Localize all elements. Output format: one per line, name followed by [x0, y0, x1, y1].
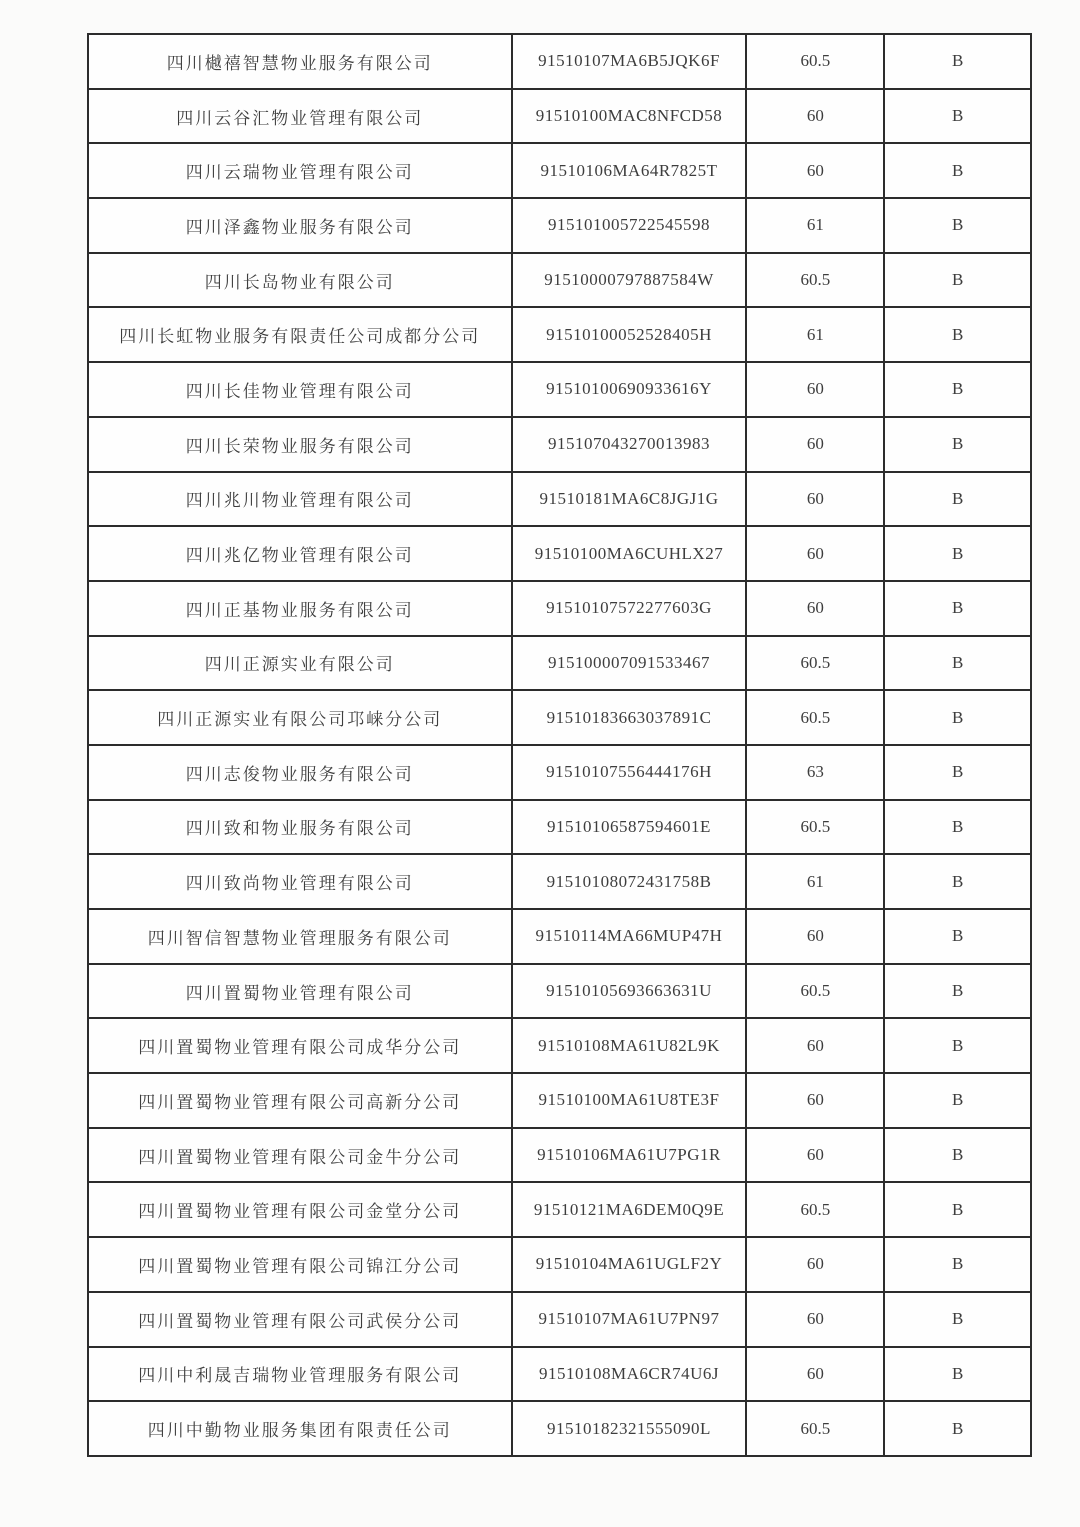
company-name-cell: 四川致和物业服务有限公司: [88, 800, 512, 855]
grade-cell: B: [884, 690, 1031, 745]
score-cell: 60.5: [746, 253, 884, 308]
credit-code-cell: 91510106587594601E: [512, 800, 747, 855]
score-cell: 60: [746, 1128, 884, 1183]
table-row: [88, 1401, 1031, 1456]
credit-code-cell: 91510182321555090L: [512, 1401, 747, 1456]
score-cell: 60: [746, 417, 884, 472]
rating-table-body: [88, 34, 1031, 1456]
table-row: [88, 1182, 1031, 1237]
grade-cell: B: [884, 526, 1031, 581]
credit-code-cell: 91510107MA61U7PN97: [512, 1292, 747, 1347]
score-cell: 60: [746, 526, 884, 581]
credit-code-cell: 91510121MA6DEM0Q9E: [512, 1182, 747, 1237]
grade-cell: B: [884, 417, 1031, 472]
table-row: [88, 581, 1031, 636]
table-row: [88, 854, 1031, 909]
score-cell: 60.5: [746, 690, 884, 745]
credit-code-cell: 91510000797887584W: [512, 253, 747, 308]
grade-cell: B: [884, 1237, 1031, 1292]
credit-code-cell: 91510100052528405H: [512, 307, 747, 362]
credit-code-cell: 91510107MA6B5JQK6F: [512, 34, 747, 89]
score-cell: 60: [746, 472, 884, 527]
table-row: [88, 964, 1031, 1019]
score-cell: 60.5: [746, 636, 884, 691]
credit-code-cell: 915100007091533467: [512, 636, 747, 691]
credit-code-cell: 91510114MA66MUP47H: [512, 909, 747, 964]
table-row: [88, 143, 1031, 198]
table-row: [88, 745, 1031, 800]
credit-code-cell: 91510100MA6CUHLX27: [512, 526, 747, 581]
score-cell: 60: [746, 581, 884, 636]
grade-cell: B: [884, 1292, 1031, 1347]
table-row: [88, 1128, 1031, 1183]
table-row: [88, 362, 1031, 417]
score-cell: 60: [746, 89, 884, 144]
credit-code-cell: 91510100690933616Y: [512, 362, 747, 417]
company-name-cell: 四川致尚物业管理有限公司: [88, 854, 512, 909]
score-cell: 61: [746, 307, 884, 362]
score-cell: 60.5: [746, 1401, 884, 1456]
credit-code-cell: 91510100MAC8NFCD58: [512, 89, 747, 144]
rating-table: [87, 33, 1032, 1457]
company-name-cell: 四川泽鑫物业服务有限公司: [88, 198, 512, 253]
company-name-cell: 四川兆亿物业管理有限公司: [88, 526, 512, 581]
table-row: [88, 1347, 1031, 1402]
company-name-cell: 四川智信智慧物业管理服务有限公司: [88, 909, 512, 964]
grade-cell: B: [884, 1018, 1031, 1073]
credit-code-cell: 915107043270013983: [512, 417, 747, 472]
score-cell: 63: [746, 745, 884, 800]
credit-code-cell: 91510181MA6C8JGJ1G: [512, 472, 747, 527]
company-name-cell: 四川兆川物业管理有限公司: [88, 472, 512, 527]
table-row: [88, 253, 1031, 308]
score-cell: 60: [746, 362, 884, 417]
grade-cell: B: [884, 1073, 1031, 1128]
credit-code-cell: 915101005722545598: [512, 198, 747, 253]
company-name-cell: 四川长荣物业服务有限公司: [88, 417, 512, 472]
credit-code-cell: 91510106MA61U7PG1R: [512, 1128, 747, 1183]
table-row: [88, 89, 1031, 144]
table-row: [88, 1292, 1031, 1347]
grade-cell: B: [884, 800, 1031, 855]
score-cell: 60.5: [746, 34, 884, 89]
credit-code-cell: 91510107572277603G: [512, 581, 747, 636]
company-name-cell: 四川置蜀物业管理有限公司: [88, 964, 512, 1019]
score-cell: 60.5: [746, 1182, 884, 1237]
score-cell: 60: [746, 1073, 884, 1128]
grade-cell: B: [884, 854, 1031, 909]
credit-code-cell: 91510108MA61U82L9K: [512, 1018, 747, 1073]
company-name-cell: 四川置蜀物业管理有限公司金堂分公司: [88, 1182, 512, 1237]
grade-cell: B: [884, 198, 1031, 253]
score-cell: 60.5: [746, 800, 884, 855]
table-row: [88, 909, 1031, 964]
grade-cell: B: [884, 307, 1031, 362]
company-name-cell: 四川置蜀物业管理有限公司锦江分公司: [88, 1237, 512, 1292]
grade-cell: B: [884, 745, 1031, 800]
score-cell: 60: [746, 1347, 884, 1402]
score-cell: 61: [746, 854, 884, 909]
table-row: [88, 34, 1031, 89]
company-name-cell: 四川樾禧智慧物业服务有限公司: [88, 34, 512, 89]
score-cell: 60: [746, 1292, 884, 1347]
company-name-cell: 四川置蜀物业管理有限公司成华分公司: [88, 1018, 512, 1073]
table-row: [88, 636, 1031, 691]
credit-code-cell: 91510107556444176H: [512, 745, 747, 800]
company-name-cell: 四川置蜀物业管理有限公司金牛分公司: [88, 1128, 512, 1183]
company-name-cell: 四川正基物业服务有限公司: [88, 581, 512, 636]
credit-code-cell: 91510105693663631U: [512, 964, 747, 1019]
table-row: [88, 417, 1031, 472]
company-name-cell: 四川志俊物业服务有限公司: [88, 745, 512, 800]
credit-code-cell: 91510100MA61U8TE3F: [512, 1073, 747, 1128]
credit-code-cell: 91510104MA61UGLF2Y: [512, 1237, 747, 1292]
grade-cell: B: [884, 1128, 1031, 1183]
table-row: [88, 526, 1031, 581]
score-cell: 60: [746, 1018, 884, 1073]
grade-cell: B: [884, 253, 1031, 308]
company-name-cell: 四川中利晟吉瑞物业管理服务有限公司: [88, 1347, 512, 1402]
company-name-cell: 四川长岛物业有限公司: [88, 253, 512, 308]
table-row: [88, 800, 1031, 855]
grade-cell: B: [884, 1347, 1031, 1402]
table-row: [88, 198, 1031, 253]
score-cell: 60: [746, 1237, 884, 1292]
score-cell: 61: [746, 198, 884, 253]
credit-code-cell: 91510106MA64R7825T: [512, 143, 747, 198]
company-name-cell: 四川长佳物业管理有限公司: [88, 362, 512, 417]
company-name-cell: 四川正源实业有限公司: [88, 636, 512, 691]
score-cell: 60: [746, 909, 884, 964]
grade-cell: B: [884, 472, 1031, 527]
grade-cell: B: [884, 143, 1031, 198]
grade-cell: B: [884, 362, 1031, 417]
company-name-cell: 四川中勤物业服务集团有限责任公司: [88, 1401, 512, 1456]
credit-code-cell: 91510108MA6CR74U6J: [512, 1347, 747, 1402]
credit-code-cell: 91510183663037891C: [512, 690, 747, 745]
credit-code-cell: 91510108072431758B: [512, 854, 747, 909]
grade-cell: B: [884, 964, 1031, 1019]
score-cell: 60: [746, 143, 884, 198]
grade-cell: B: [884, 89, 1031, 144]
grade-cell: B: [884, 1401, 1031, 1456]
table-row: [88, 472, 1031, 527]
company-name-cell: 四川正源实业有限公司邛崃分公司: [88, 690, 512, 745]
table-row: [88, 307, 1031, 362]
table-row: [88, 1073, 1031, 1128]
company-name-cell: 四川长虹物业服务有限责任公司成都分公司: [88, 307, 512, 362]
grade-cell: B: [884, 909, 1031, 964]
table-row: [88, 1237, 1031, 1292]
company-name-cell: 四川云谷汇物业管理有限公司: [88, 89, 512, 144]
grade-cell: B: [884, 34, 1031, 89]
score-cell: 60.5: [746, 964, 884, 1019]
grade-cell: B: [884, 581, 1031, 636]
company-name-cell: 四川云瑞物业管理有限公司: [88, 143, 512, 198]
grade-cell: B: [884, 636, 1031, 691]
company-name-cell: 四川置蜀物业管理有限公司高新分公司: [88, 1073, 512, 1128]
table-row: [88, 690, 1031, 745]
grade-cell: B: [884, 1182, 1031, 1237]
company-name-cell: 四川置蜀物业管理有限公司武侯分公司: [88, 1292, 512, 1347]
table-row: [88, 1018, 1031, 1073]
